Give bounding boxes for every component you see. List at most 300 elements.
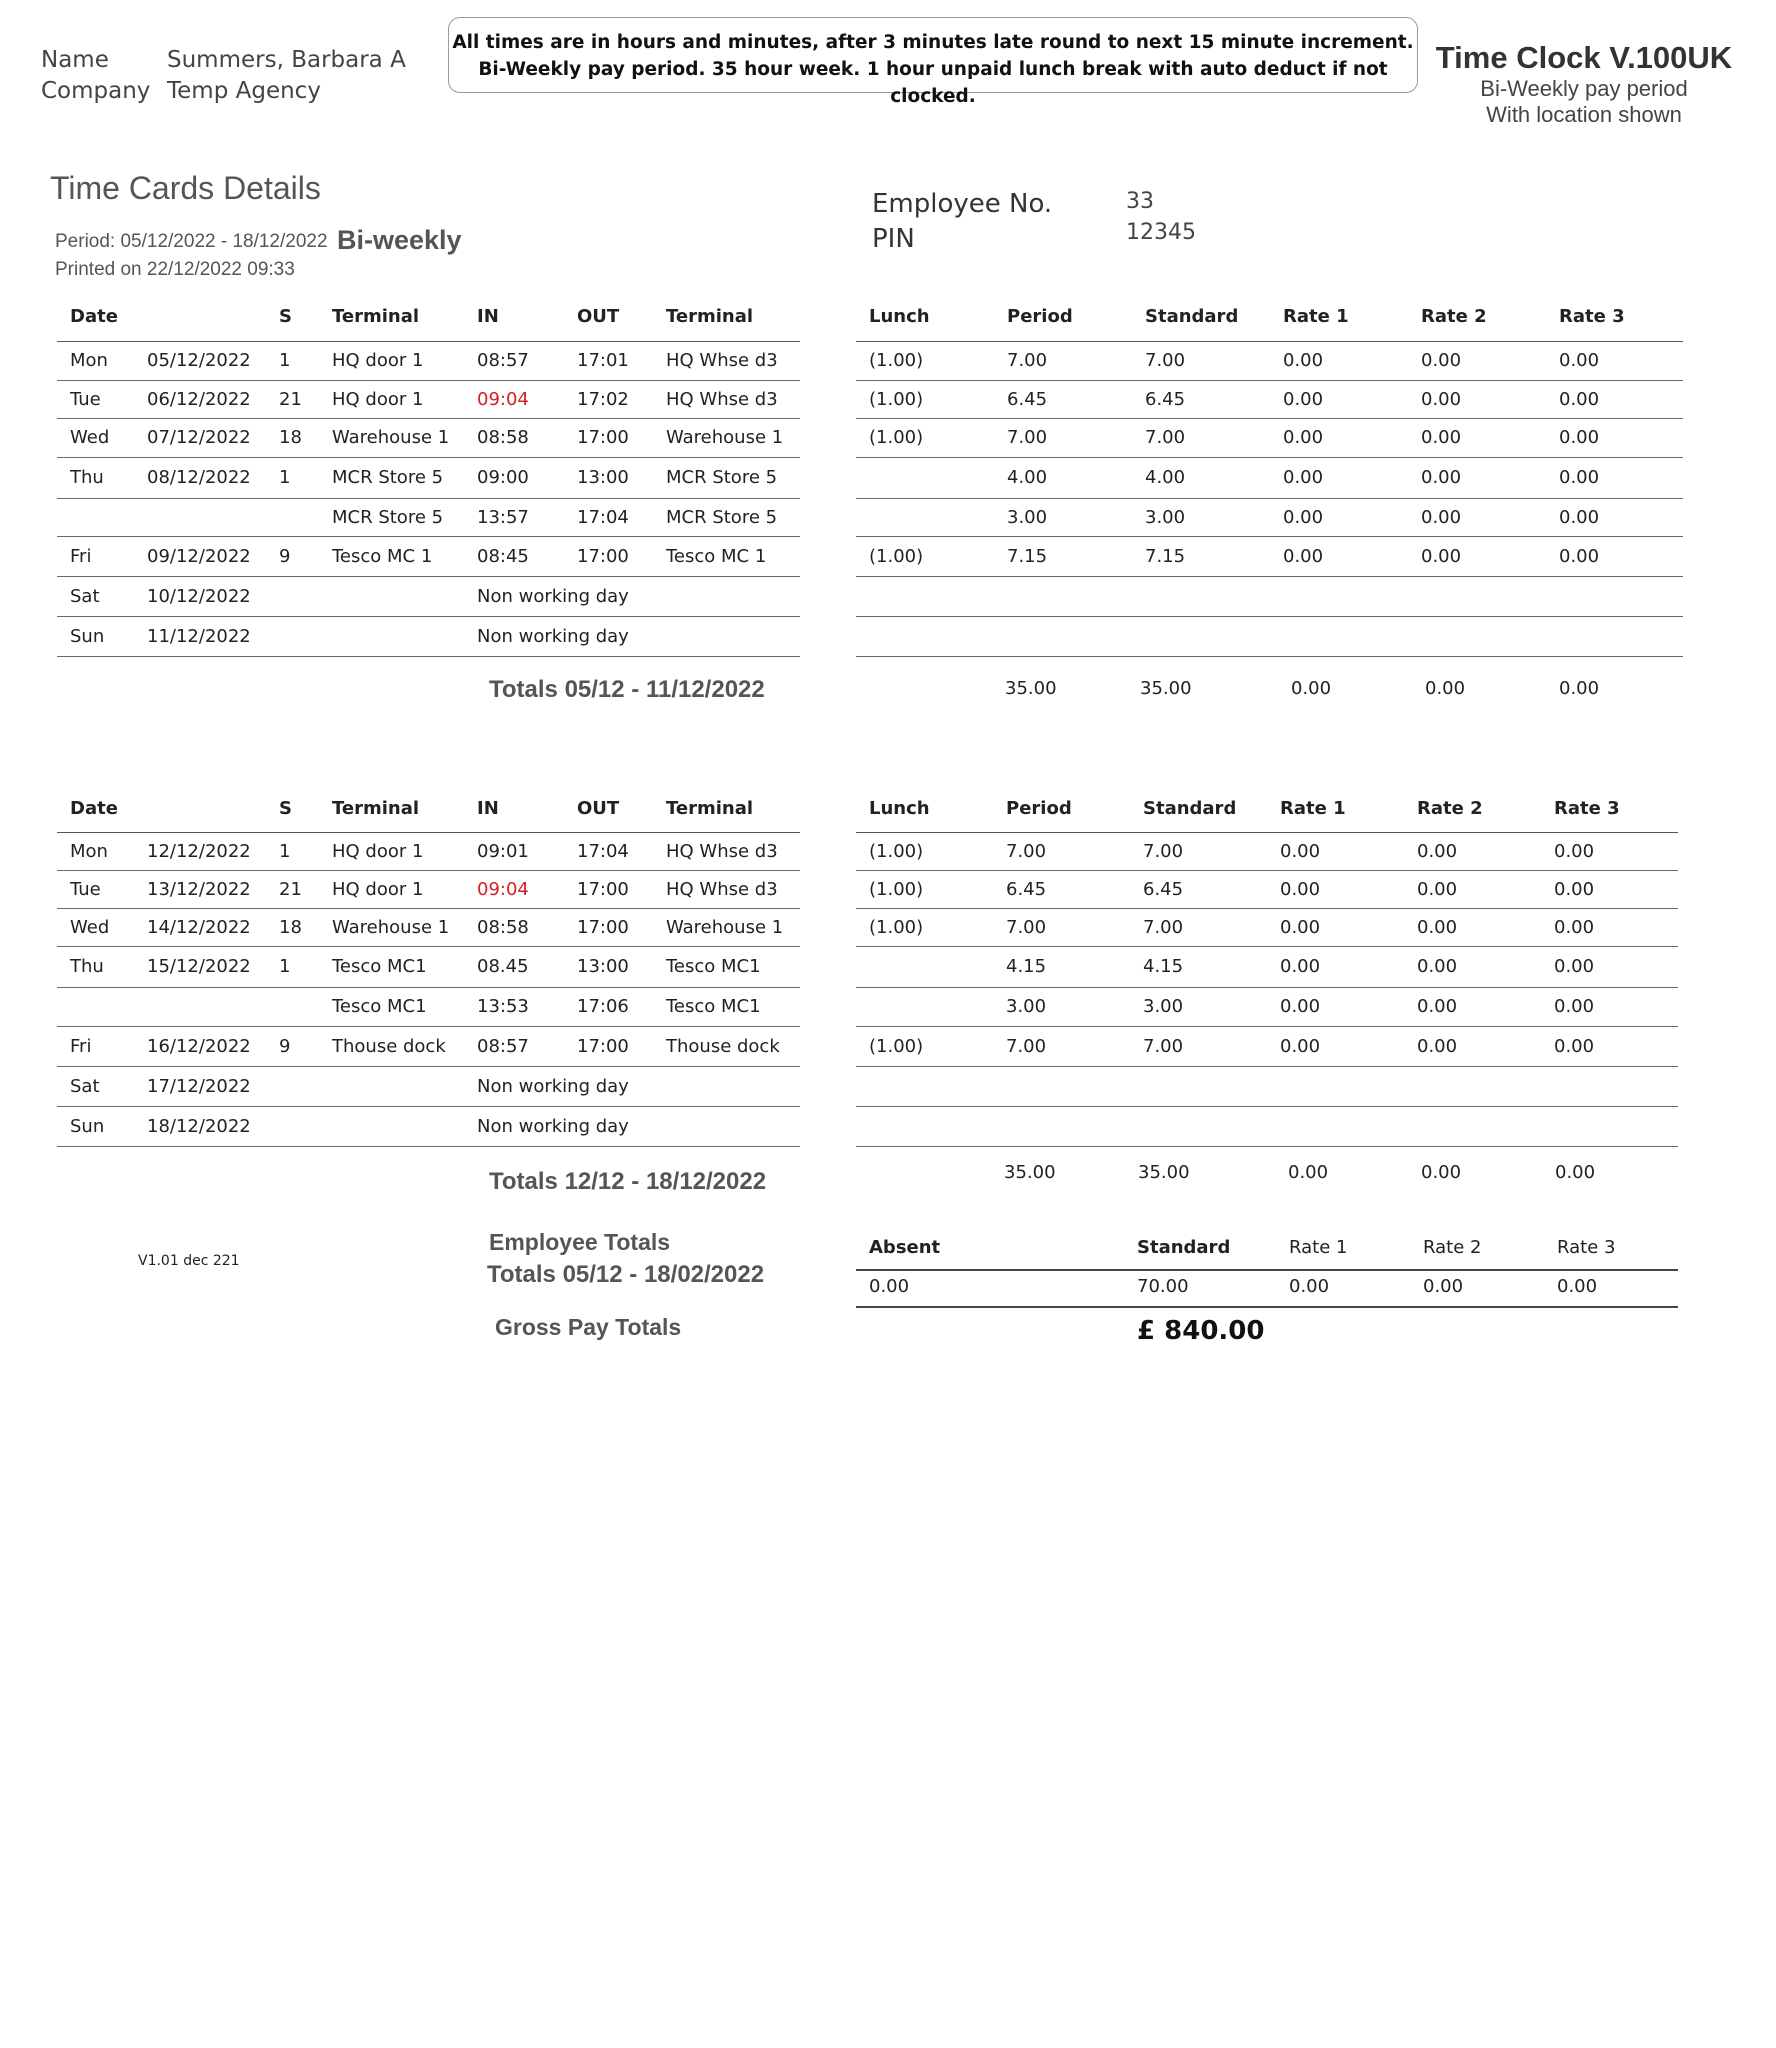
cell-period [993, 1066, 1130, 1106]
column-header: Rate 3 [1559, 306, 1625, 328]
column-header: Period [1007, 306, 1073, 328]
cell-r3: 0.00 [1554, 996, 1595, 1017]
cell-day: Sun [70, 625, 105, 647]
name-label: Name [41, 47, 109, 73]
cell-s: 9 [279, 545, 291, 567]
cell-term-out: MCR Store 5 [666, 467, 778, 488]
cell-date: 18/12/2022 [147, 1115, 251, 1137]
week2-total-rate2: 0.00 [1421, 1162, 1462, 1183]
cell-in: 08:57 [477, 350, 529, 371]
column-header: Period [1006, 797, 1072, 819]
week1-totals-label: Totals 05/12 - 11/12/2022 [489, 676, 765, 703]
cell-lunch: (1.00) [869, 427, 924, 448]
cell-term-in: Tesco MC 1 [332, 545, 433, 567]
cell-standard: 6.45 [1143, 878, 1184, 900]
column-header: Standard [1143, 797, 1237, 819]
cell-out: 13:00 [577, 467, 629, 488]
week2-clock-table [57, 785, 800, 1147]
cell-r2 [1408, 576, 1546, 616]
cell-lunch: (1.00) [869, 388, 924, 410]
period-range: Period: 05/12/2022 - 18/12/2022 [55, 231, 328, 252]
cell-term-in: Thouse dock [332, 1035, 446, 1057]
cell-term-in [319, 616, 464, 656]
cell-out: 17:00 [577, 1035, 629, 1057]
column-header: Rate 1 [1283, 306, 1349, 328]
cell-out: 17:04 [577, 840, 629, 862]
column-header: Lunch [869, 306, 930, 328]
table-row [57, 1066, 800, 1106]
cell-period: 7.00 [1006, 1035, 1047, 1057]
cell-date: 09/12/2022 [147, 545, 251, 567]
column-header: Terminal [332, 797, 420, 819]
table-row [856, 341, 1683, 380]
cell-s: 21 [279, 388, 302, 410]
column-header: Terminal [332, 306, 420, 328]
standard-header: Standard [1137, 1237, 1231, 1258]
table-row [856, 987, 1678, 1026]
table-row [57, 987, 800, 1026]
cell-term-out: HQ Whse d3 [666, 388, 778, 410]
cell-lunch [856, 616, 994, 656]
cell-term-out: Thouse dock [666, 1035, 780, 1057]
cell-r1: 0.00 [1283, 388, 1324, 410]
cell-standard: 6.45 [1145, 388, 1186, 410]
table-row [57, 418, 800, 457]
week1-total-rate2: 0.00 [1425, 678, 1466, 699]
cell-r3 [1546, 576, 1683, 616]
cell-r3: 0.00 [1554, 1035, 1595, 1057]
cell-in: 09:00 [477, 467, 529, 488]
employee-totals-title: Employee Totals [489, 1229, 671, 1255]
column-header: Lunch [869, 797, 930, 819]
cell-standard: 7.00 [1145, 427, 1186, 448]
cell-term-out: Tesco MC1 [666, 956, 761, 977]
cell-date: 06/12/2022 [147, 388, 251, 410]
cell-standard: 4.00 [1145, 467, 1186, 488]
cell-s [266, 498, 319, 536]
employee-totals-range: Totals 05/12 - 18/02/2022 [487, 1261, 765, 1288]
cell-r2: 0.00 [1417, 956, 1458, 977]
column-header [134, 293, 266, 341]
table-row [856, 908, 1678, 946]
rate1-value: 0.00 [1289, 1276, 1330, 1297]
cell-date: 15/12/2022 [147, 956, 251, 977]
cell-standard: 7.00 [1143, 1035, 1184, 1057]
column-header: IN [477, 306, 499, 328]
table-row [856, 616, 1683, 656]
table-row [856, 1026, 1678, 1066]
cell-r3: 0.00 [1559, 427, 1600, 448]
cell-in: 08:58 [477, 427, 529, 448]
table-header-row [57, 785, 800, 832]
week1-total-rate3: 0.00 [1559, 678, 1600, 699]
table-row [856, 832, 1678, 870]
cell-term-in: Tesco MC1 [332, 956, 427, 977]
table-row [856, 498, 1683, 536]
cell-r2: 0.00 [1421, 467, 1462, 488]
cell-r1: 0.00 [1280, 956, 1321, 977]
cell-date: 17/12/2022 [147, 1075, 251, 1097]
rate3-header: Rate 3 [1557, 1237, 1616, 1258]
cell-day: Fri [70, 1035, 92, 1057]
cell-s: 1 [279, 956, 291, 977]
cell-term-in: HQ door 1 [332, 388, 424, 410]
cell-date: 08/12/2022 [147, 467, 251, 488]
cell-r1 [1270, 576, 1408, 616]
column-header: Standard [1145, 306, 1239, 328]
cell-date: 10/12/2022 [147, 585, 251, 607]
cell-out: 17:00 [577, 916, 629, 938]
cell-standard: 7.15 [1145, 545, 1186, 567]
table-row [856, 418, 1683, 457]
week2-hours-table [856, 785, 1678, 1147]
cell-day: Mon [70, 350, 108, 371]
page-title: Time Cards Details [50, 170, 321, 206]
column-header: Rate 2 [1421, 306, 1487, 328]
cell-s [266, 1066, 319, 1106]
cell-r2 [1404, 1106, 1541, 1146]
cell-day [57, 498, 134, 536]
cell-day: Wed [70, 916, 110, 938]
cell-term-in: HQ door 1 [332, 840, 424, 862]
cell-term-in: Warehouse 1 [332, 916, 450, 938]
cell-date: 13/12/2022 [147, 878, 251, 900]
cell-out: 17:04 [577, 506, 629, 528]
cell-lunch [856, 946, 993, 987]
cell-r2: 0.00 [1417, 840, 1458, 862]
brand-subtitle-1: Bi-Weekly pay period [1480, 76, 1688, 101]
standard-value: 70.00 [1137, 1276, 1189, 1297]
cell-day: Wed [70, 427, 110, 448]
brand-title: Time Clock V.100UK [1435, 40, 1733, 75]
cell-in: 13:53 [477, 996, 529, 1017]
column-header: Date [70, 306, 118, 328]
table-row [57, 498, 800, 536]
cell-date [134, 987, 266, 1026]
table-row [856, 576, 1683, 616]
cell-r2: 0.00 [1421, 545, 1462, 567]
cell-r1: 0.00 [1280, 878, 1321, 900]
column-header: OUT [577, 797, 620, 819]
pin-value: 12345 [1126, 220, 1196, 245]
week1-clock-table [57, 293, 800, 657]
cell-period [994, 616, 1132, 656]
cell-standard: 7.00 [1145, 350, 1186, 371]
cell-date: 07/12/2022 [147, 427, 251, 448]
week2-total-standard: 35.00 [1138, 1162, 1190, 1183]
table-row [57, 341, 800, 380]
cell-r1: 0.00 [1280, 840, 1321, 862]
cell-period: 6.45 [1006, 878, 1047, 900]
cell-day: Sat [70, 1075, 100, 1097]
cell-r3: 0.00 [1559, 506, 1600, 528]
version-label: V1.01 dec 221 [138, 1253, 240, 1269]
cell-s [266, 616, 319, 656]
cell-r3 [1541, 1066, 1678, 1106]
rate2-header: Rate 2 [1423, 1237, 1482, 1258]
cell-r3: 0.00 [1559, 350, 1600, 371]
cell-day: Thu [70, 956, 104, 977]
cell-term-out: Warehouse 1 [666, 916, 784, 938]
notice-line-2: Bi-Weekly pay period. 35 hour week. 1 hour unpaid lunch break with auto deduct if not clocked. [478, 59, 1388, 107]
cell-standard: 3.00 [1143, 996, 1184, 1017]
cell-out: 17:01 [577, 350, 629, 371]
name-value: Summers, Barbara A [167, 47, 406, 73]
employee-no-label: Employee No. [872, 189, 1053, 219]
cell-r2: 0.00 [1421, 350, 1462, 371]
cell-in: 08:57 [477, 1035, 529, 1057]
column-header: Rate 2 [1417, 797, 1483, 819]
column-header [134, 785, 266, 832]
cell-out: 17:02 [577, 388, 629, 410]
column-header: IN [477, 797, 499, 819]
cell-period: 4.00 [1007, 467, 1048, 488]
cell-in: Non working day [477, 1115, 629, 1137]
cell-standard: 7.00 [1143, 840, 1184, 862]
cell-s: 21 [279, 878, 302, 900]
cell-term-out: HQ Whse d3 [666, 878, 778, 900]
cell-lunch [856, 457, 994, 498]
cell-r3: 0.00 [1554, 956, 1595, 977]
cell-period: 3.00 [1006, 996, 1047, 1017]
table-row [856, 1066, 1678, 1106]
cell-out: 13:00 [577, 956, 629, 977]
cell-lunch: (1.00) [869, 916, 924, 938]
cell-r3: 0.00 [1554, 840, 1595, 862]
cell-standard: 7.00 [1143, 916, 1184, 938]
cell-s: 18 [279, 427, 302, 448]
cell-r2: 0.00 [1421, 388, 1462, 410]
table-row [57, 457, 800, 498]
column-header: Date [70, 797, 118, 819]
cell-date: 12/12/2022 [147, 840, 251, 862]
cell-r3: 0.00 [1559, 388, 1600, 410]
cell-day: Sat [70, 585, 100, 607]
rate2-value: 0.00 [1423, 1276, 1464, 1297]
rate3-value: 0.00 [1557, 1276, 1598, 1297]
table-row [856, 870, 1678, 908]
cell-r3 [1541, 1106, 1678, 1146]
cell-r2 [1408, 616, 1546, 656]
cell-day: Tue [70, 878, 101, 900]
cell-term-out: HQ Whse d3 [666, 350, 778, 371]
cell-r2: 0.00 [1417, 878, 1458, 900]
cell-period: 6.45 [1007, 388, 1048, 410]
cell-lunch [856, 576, 994, 616]
cell-r1: 0.00 [1283, 350, 1324, 371]
period-type: Bi-weekly [337, 225, 462, 255]
cell-r1 [1267, 1066, 1404, 1106]
employee-totals-header [856, 1237, 1678, 1271]
rate1-header: Rate 1 [1289, 1237, 1348, 1258]
column-header: Rate 1 [1280, 797, 1346, 819]
cell-standard [1130, 1106, 1267, 1146]
cell-day: Fri [70, 545, 92, 567]
week2-totals-label: Totals 12/12 - 18/12/2022 [489, 1168, 767, 1195]
cell-r2: 0.00 [1421, 427, 1462, 448]
employee-totals-values [856, 1271, 1678, 1308]
cell-r1 [1270, 616, 1408, 656]
table-row [57, 616, 800, 656]
cell-in: Non working day [477, 1075, 629, 1097]
table-row [856, 946, 1678, 987]
cell-period: 7.15 [1007, 545, 1048, 567]
table-row [856, 380, 1683, 418]
cell-r3: 0.00 [1554, 916, 1595, 938]
cell-lunch [856, 1106, 993, 1146]
cell-lunch [856, 987, 993, 1026]
cell-term-in: Tesco MC1 [332, 996, 427, 1017]
table-row [57, 832, 800, 870]
cell-r3: 0.00 [1559, 545, 1600, 567]
cell-in: 09:01 [477, 840, 529, 862]
week2-total-rate1: 0.00 [1288, 1162, 1329, 1183]
table-row [57, 380, 800, 418]
cell-date: 14/12/2022 [147, 916, 251, 938]
cell-term-out: Tesco MC 1 [666, 545, 767, 567]
cell-r1: 0.00 [1280, 916, 1321, 938]
column-header: S [279, 797, 292, 819]
table-row [57, 870, 800, 908]
cell-r3 [1546, 616, 1683, 656]
cell-date: 11/12/2022 [147, 625, 251, 647]
cell-s: 9 [279, 1035, 291, 1057]
gross-pay-value: £ 840.00 [1137, 1316, 1265, 1346]
cell-term-out: Warehouse 1 [666, 427, 784, 448]
cell-lunch: (1.00) [869, 1035, 924, 1057]
week2-total-period: 35.00 [1004, 1162, 1056, 1183]
cell-s [266, 987, 319, 1026]
company-label: Company [41, 78, 151, 104]
cell-r1: 0.00 [1280, 996, 1321, 1017]
cell-period [993, 1106, 1130, 1146]
table-row [57, 576, 800, 616]
cell-date: 05/12/2022 [147, 350, 251, 371]
cell-lunch: (1.00) [869, 878, 924, 900]
week1-total-standard: 35.00 [1140, 678, 1192, 699]
column-header: Terminal [666, 306, 754, 328]
pin-label: PIN [872, 224, 915, 254]
cell-term-out: Tesco MC1 [666, 996, 761, 1017]
cell-s [266, 576, 319, 616]
cell-out: 17:00 [577, 545, 629, 567]
cell-s: 18 [279, 916, 302, 938]
table-row [57, 1026, 800, 1066]
cell-r2: 0.00 [1417, 1035, 1458, 1057]
cell-lunch: (1.00) [869, 545, 924, 567]
cell-term-in: MCR Store 5 [332, 506, 444, 528]
column-header: Terminal [666, 797, 754, 819]
cell-term-in: HQ door 1 [332, 878, 424, 900]
cell-period: 7.00 [1007, 427, 1048, 448]
cell-period: 4.15 [1006, 956, 1047, 977]
column-header: Rate 3 [1554, 797, 1620, 819]
cell-r1: 0.00 [1283, 427, 1324, 448]
week1-total-rate1: 0.00 [1291, 678, 1332, 699]
table-row [856, 536, 1683, 576]
cell-in: 13:57 [477, 506, 529, 528]
cell-term-out: HQ Whse d3 [666, 840, 778, 862]
cell-in: 09:04 [477, 388, 529, 410]
table-header-row [57, 293, 800, 341]
company-value: Temp Agency [167, 78, 321, 104]
cell-out: 17:06 [577, 996, 629, 1017]
column-header: OUT [577, 306, 620, 328]
cell-date: 16/12/2022 [147, 1035, 251, 1057]
cell-s: 1 [279, 350, 291, 371]
cell-standard [1130, 1066, 1267, 1106]
cell-day: Sun [70, 1115, 105, 1137]
cell-lunch: (1.00) [869, 350, 924, 371]
cell-in: 08:45 [477, 545, 529, 567]
cell-in: Non working day [477, 625, 629, 647]
week1-total-period: 35.00 [1005, 678, 1057, 699]
cell-r1 [1267, 1106, 1404, 1146]
cell-term-in: HQ door 1 [332, 350, 424, 371]
cell-r2: 0.00 [1421, 506, 1462, 528]
table-row [57, 536, 800, 576]
cell-term-in: Warehouse 1 [332, 427, 450, 448]
cell-standard [1132, 576, 1270, 616]
table-row [856, 1106, 1678, 1146]
cell-lunch [856, 498, 994, 536]
cell-r3: 0.00 [1554, 878, 1595, 900]
absent-header: Absent [869, 1237, 941, 1258]
notice-line-1: All times are in hours and minutes, after 3 minutes late round to next 15 minute increment. [452, 32, 1414, 53]
table-header-row [856, 785, 1678, 832]
cell-r1: 0.00 [1280, 1035, 1321, 1057]
cell-in: 08:58 [477, 916, 529, 938]
cell-in: 08.45 [477, 956, 529, 977]
cell-r2: 0.00 [1417, 916, 1458, 938]
cell-r1: 0.00 [1283, 506, 1324, 528]
absent-value: 0.00 [869, 1276, 910, 1297]
gross-pay-label: Gross Pay Totals [495, 1314, 682, 1340]
cell-r1: 0.00 [1283, 545, 1324, 567]
column-header: S [279, 306, 292, 328]
cell-standard: 4.15 [1143, 956, 1184, 977]
week2-total-rate3: 0.00 [1555, 1162, 1596, 1183]
cell-period [994, 576, 1132, 616]
table-row [57, 908, 800, 946]
cell-r2: 0.00 [1417, 996, 1458, 1017]
table-row [57, 1106, 800, 1146]
cell-term-in [319, 576, 464, 616]
cell-day: Mon [70, 840, 108, 862]
notice-box [448, 17, 1418, 107]
cell-out: 17:00 [577, 427, 629, 448]
cell-period: 3.00 [1007, 506, 1048, 528]
printed-on: Printed on 22/12/2022 09:33 [55, 259, 295, 280]
cell-date [134, 498, 266, 536]
cell-term-in [319, 1066, 464, 1106]
cell-term-out: MCR Store 5 [666, 506, 778, 528]
cell-s [266, 1106, 319, 1146]
cell-day: Thu [70, 467, 104, 488]
cell-term-in [319, 1106, 464, 1146]
cell-day [57, 987, 134, 1026]
cell-period: 7.00 [1006, 840, 1047, 862]
cell-lunch: (1.00) [869, 840, 924, 862]
cell-s: 1 [279, 467, 291, 488]
cell-s: 1 [279, 840, 291, 862]
table-header-row [856, 293, 1683, 341]
cell-period: 7.00 [1006, 916, 1047, 938]
cell-standard [1132, 616, 1270, 656]
table-row [57, 946, 800, 987]
cell-in: Non working day [477, 585, 629, 607]
cell-out: 17:00 [577, 878, 629, 900]
